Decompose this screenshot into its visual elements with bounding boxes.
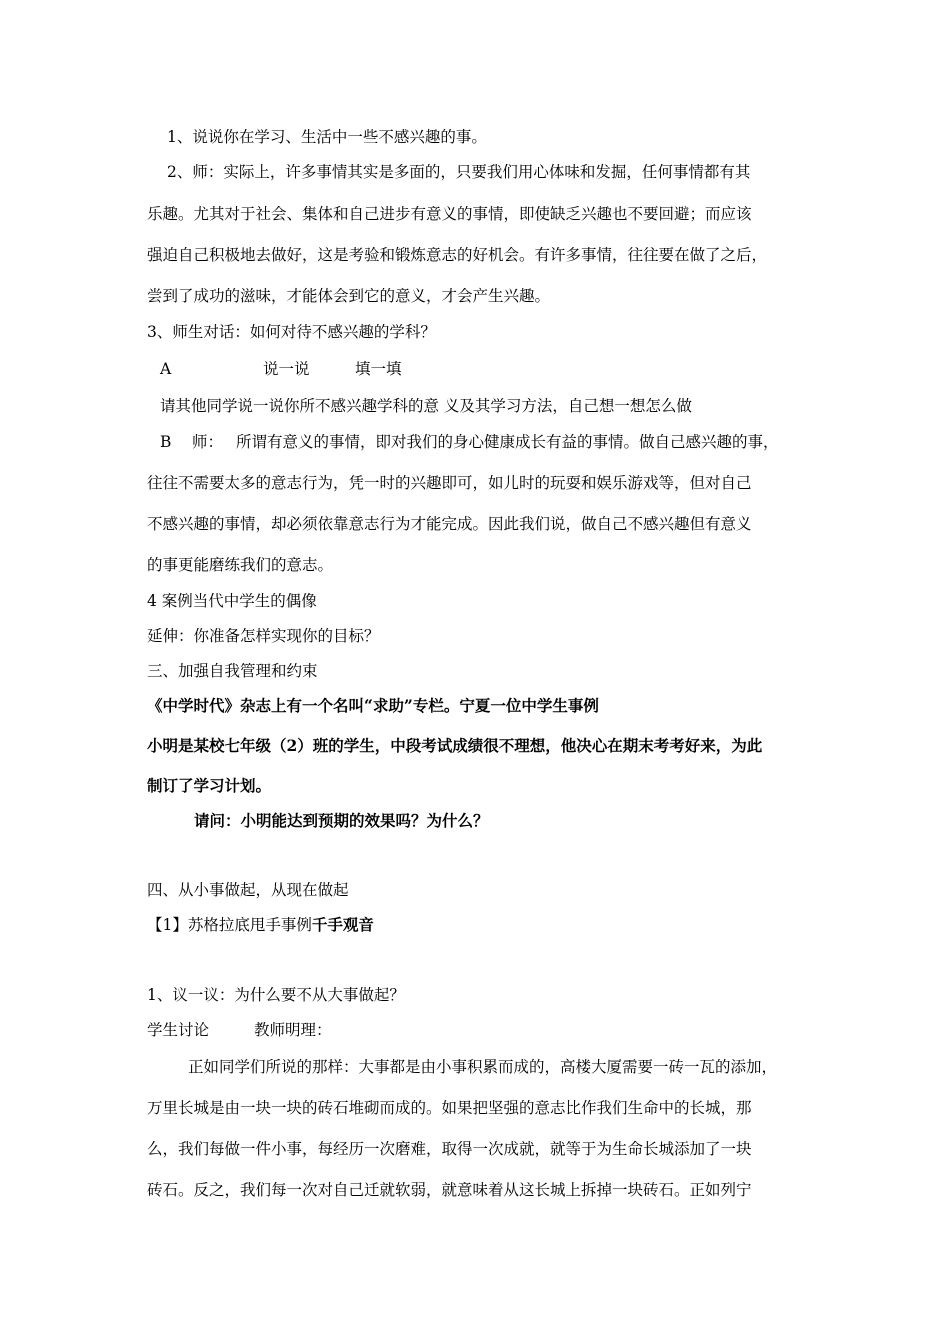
bold-text-line: 制订了学习计划。: [147, 776, 272, 795]
text-line: 1、说说你在学习、生活中一些不感兴趣的事。: [167, 128, 487, 146]
section-heading: 四、从小事做起，从现在做起: [147, 881, 349, 899]
text-segment: 【1】苏格拉底甩手事例: [147, 916, 312, 934]
text-line: 万里长城是由一块一块的砖石堆砌而成的。如果把坚强的意志比作我们生命中的长城，那: [147, 1099, 752, 1117]
text-line: 乐趣。尤其对于社会、集体和自己进步有意义的事情，即使缺乏兴趣也不要回避；而应该: [147, 205, 752, 223]
section-heading: 三、加强自我管理和约束: [147, 662, 318, 680]
option-label-a: A: [160, 360, 172, 378]
bold-text-line: 小明是某校七年级（2）班的学生，中段考试成绩很不理想，他决心在期末考考好来，为此: [147, 736, 763, 755]
text-line: 2、师：实际上，许多事情其实是多面的，只要我们用心体味和发掘，任何事情都有其: [167, 163, 751, 181]
text-line: 4 案例当代中学生的偶像: [147, 592, 317, 610]
text-line: 延伸：你准备怎样实现你的目标？: [147, 627, 380, 645]
text-line: 强迫自己积极地去做好，这是考验和锻炼意志的好机会。有许多事情，往往要在做了之后，: [147, 246, 768, 264]
text-line: 1、议一议：为什么要不从大事做起？: [147, 986, 405, 1004]
text-line: 3、师生对话：如何对待不感兴趣的学科？: [147, 323, 436, 341]
text-segment: 所谓有意义的事情，即对我们的身心健康成长有益的事情。做自己感兴趣的事，: [236, 433, 779, 451]
text-line: 往往不需要太多的意志行为，凭一时的兴趣即可，如儿时的玩耍和娱乐游戏等，但对自己: [147, 474, 752, 492]
text-line: 尝到了成功的滋味，才能体会到它的意义，才会产生兴趣。: [147, 287, 551, 305]
bold-segment: 千手观音: [311, 915, 374, 934]
text-line: 么，我们每做一件小事，每经历一次磨难，取得一次成就，就等于为生命长城添加了一块: [147, 1140, 752, 1158]
bold-text-line: 《中学时代》杂志上有一个名叫“求助”专栏。宁夏一位中学生事例: [147, 696, 599, 715]
text-segment: 填一填: [355, 360, 402, 378]
text-line: [147, 915, 374, 935]
question-line: 请问：小明能达到预期的效果吗？为什么？: [194, 811, 489, 830]
text-line: 不感兴趣的事情，却必须依靠意志行为才能完成。因此我们说，做自己不感兴趣但有意义: [147, 515, 752, 533]
text-line: 砖石。反之，我们每一次对自己迁就软弱，就意味着从这长城上拆掉一块砖石。正如列宁: [147, 1181, 752, 1199]
text-line: 正如同学们所说的那样：大事都是由小事积累而成的，高楼大厦需要一砖一瓦的添加，: [188, 1058, 778, 1076]
text-line: 请其他同学说一说你所不感兴趣学科的意 义及其学习方法，自己想一想怎么做: [160, 397, 692, 415]
text-segment: 教师明理：: [254, 1021, 332, 1039]
text-segment: 说一说: [263, 360, 310, 378]
text-line: 的事更能磨练我们的意志。: [147, 556, 334, 574]
text-segment: 师：: [192, 433, 224, 451]
option-label-b: B: [160, 433, 172, 451]
text-segment: 学生讨论: [147, 1021, 210, 1039]
